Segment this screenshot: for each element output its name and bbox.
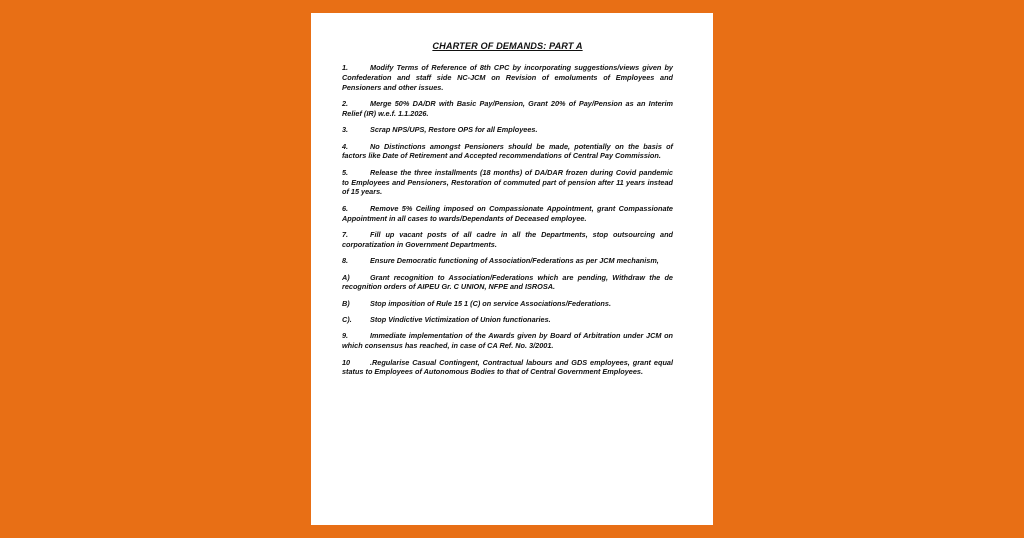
demand-item-4 (342, 142, 673, 162)
demand-item-5 (342, 168, 673, 197)
demand-item-8b (342, 299, 673, 309)
item-number: 10 (342, 357, 351, 367)
demand-item-8a (342, 273, 673, 293)
item-number: 2. (342, 98, 349, 108)
item-number: 1. (342, 63, 349, 72)
demand-item-9 (342, 331, 673, 351)
demand-item-1 (342, 63, 673, 92)
document-title: CHARTER OF DEMANDS: PART A (432, 41, 583, 51)
item-text: Ensure Democratic functioning of Association/Federations as per JCM mechanism, (370, 256, 659, 266)
item-number: 4. (342, 141, 349, 151)
demand-item-7 (342, 230, 673, 250)
demand-item-6 (342, 204, 673, 224)
document-page (311, 13, 713, 525)
item-number: 3. (342, 125, 349, 135)
item-number: 9. (342, 331, 349, 341)
demand-item-10 (342, 358, 673, 378)
item-text: Scrap NPS/UPS, Restore OPS for all Employees. (370, 125, 538, 135)
item-number: 8. (342, 256, 349, 266)
demand-item-3 (342, 125, 673, 135)
item-text: Grant recognition to Association/Federations which are pending, Withdraw the de recognition orders of AIPEU Gr. C UNION, NFPE and ISROSA. (342, 272, 673, 292)
item-number: A) (342, 272, 350, 282)
demand-item-2 (342, 99, 673, 119)
item-text: No Distinctions amongst Pensioners should be made, potentially on the basis of factors like Date of Retirement and Accepted recommendations of Central Pay Commission. (342, 141, 673, 161)
item-text: Fill up vacant posts of all cadre in all the Departments, stop outsourcing and corporatization in Government Departments. (342, 229, 673, 249)
demand-item-8c (342, 315, 673, 325)
item-text: .Regularise Casual Contingent, Contractual labours and GDS employees, grant equal status to Employees of Autonomous Bodies to that of Central Government Employees. (342, 357, 673, 377)
item-number: B) (342, 298, 350, 308)
item-text: Stop Vindictive Victimization of Union functionaries. (370, 315, 551, 325)
item-number: C). (342, 315, 352, 325)
item-number: 6. (342, 203, 349, 213)
demand-item-8 (342, 256, 673, 266)
item-text: Immediate implementation of the Awards given by Board of Arbitration under JCM on which consensus has reached, in case of CA Ref. No. 3/2001. (342, 331, 673, 351)
item-text: Remove 5% Ceiling imposed on Compassionate Appointment, grant Compassionate Appointment in all cases to wards/Dependants of Deceased employee. (342, 203, 673, 223)
item-number: 7. (342, 229, 349, 239)
item-text: Stop imposition of Rule 15 1 (C) on service Associations/Federations. (370, 298, 611, 308)
item-number: 5. (342, 167, 349, 177)
item-text: Merge 50% DA/DR with Basic Pay/Pension, Grant 20% of Pay/Pension as an Interim Relief (IR) w.e.f. 1.1.2026. (342, 98, 673, 118)
item-text: Modify Terms of Reference of 8th CPC by incorporating suggestions/views given by Confederation and staff side NC-JCM on Revision of emoluments of Employees and Pensioners and other issues. (342, 63, 673, 92)
item-text: Release the three installments (18 months) of DA/DAR frozen during Covid pandemic to Employees and Pensioners, Restoration of commuted part of pension after 11 years instead of 15 years. (342, 167, 673, 197)
